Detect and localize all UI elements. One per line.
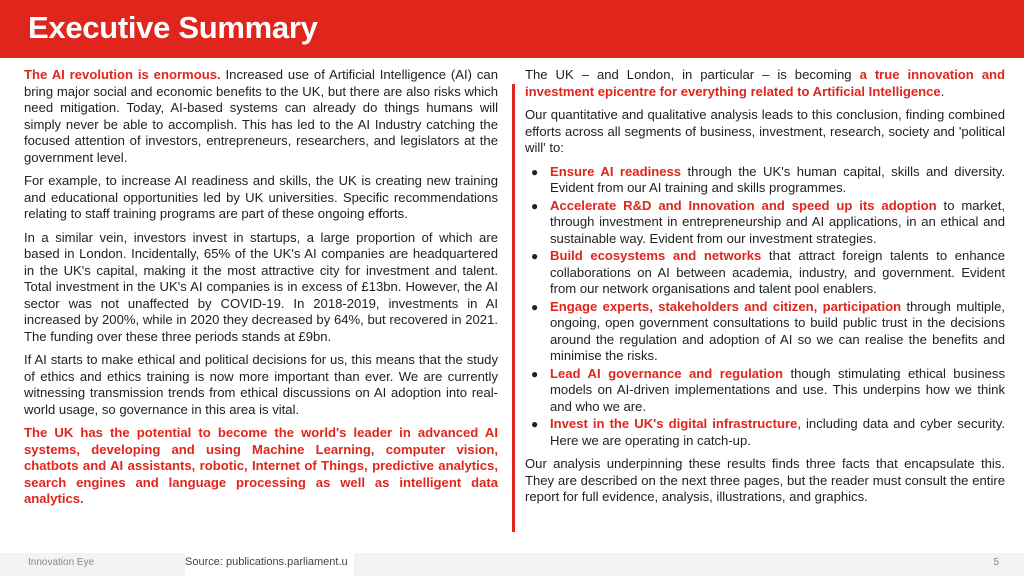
list-item [525, 198, 1005, 248]
bullet-text: though stimulating ethical business models on AI-driven implementations and use. This underpins how we think and who we are. [550, 365, 1005, 414]
title-banner [0, 0, 1024, 58]
bullet-icon: ● [531, 198, 539, 213]
bullet-text: to market, through investment in entrepreneurship and AI applications, in an ethical and sustainable way. Evident from our investment strategies. [550, 197, 1005, 246]
paragraph-investment: In a similar vein, investors invest in startups, a large proportion of which are based in London. Incidentally, 65% of the UK's AI companies are headquartered in the UK's capital, making it the most attractive city for investment and talent. Total investment in the UK's AI companies is in excess of £13bn. However, the AI sector was not unaffected by COVID-19. In 2018-2019, investments in AI increased by 200%, while in 2020 they decreased by 64%, but recovered in 2021. The funding over these three periods stands at £9bn. [24, 229, 498, 344]
source-caption: Source: publications.parliament.u [185, 553, 354, 579]
bullet-text: through the UK's human capital, skills and diversity. Evident from our AI training and skills programmes. [550, 163, 1005, 195]
paragraph-uk-potential: The UK has the potential to become the world's leader in advanced AI systems, developing and using Machine Learning, computer vision, chatbots and AI assistants, robotic, Internet of Things, predictive analytics, search engines and language processing as well as intelligent data analytics. [24, 425, 498, 506]
bullet-lead: Lead AI governance and regulation [550, 365, 784, 381]
bullet-text: through multiple, ongoing, open government consultations to build public trust in the decisions around the regulation and adoption of AI so we can realise the benefits and minimise the risks. [550, 298, 1005, 363]
bullet-text: that attract foreign talents to enhance collaborations on AI between academia, industry, and government. Evident from our network organisations and talent pool enablers. [550, 248, 1005, 296]
highlight-epicentre: a true innovation and investment epicentre for everything related to Artificial Intelligence [525, 67, 1005, 99]
bullet-lead: Accelerate R&D and Innovation and speed up its adoption [550, 197, 937, 213]
list-item [525, 416, 1005, 449]
footer-bar [0, 553, 1024, 576]
list-item [525, 248, 1005, 298]
key-actions-list [525, 164, 1005, 450]
list-item [525, 299, 1005, 365]
bullet-icon: ● [531, 417, 539, 431]
bullet-lead: Invest in the UK's digital infrastructure [550, 416, 798, 431]
paragraph-text: . [940, 83, 945, 99]
paragraph-text: The UK – and London, in particular – is becoming [525, 67, 860, 82]
bullet-lead: Engage experts, stakeholders and citizen, participation [550, 298, 902, 314]
list-item [525, 164, 1005, 197]
paragraph-analysis: Our quantitative and qualitative analysis leads to this conclusion, finding combined efforts across all segments of business, investment, research, society and 'political will' to: [525, 107, 1005, 155]
paragraph-closing: Our analysis underpinning these results finds three facts that encapsulate this. They are described on the next three pages, but the reader must consult the entire report for full evidence, analysis, illustrations, and graphics. [525, 456, 1005, 504]
footer-organization: Innovation Eye [28, 557, 95, 568]
bullet-icon: ● [531, 299, 539, 314]
bullet-lead: Build ecosystems and networks [550, 248, 762, 263]
bullet-icon: ● [531, 164, 539, 179]
left-column [24, 67, 498, 515]
paragraph-ethics: If AI starts to make ethical and political decisions for us, this means that the study of ethics and ethics training is now more important than ever. We are currently witnessing transmission trends from ethical discussions on AI adoption into real-world usage, so governance in this area is vital. [24, 352, 498, 417]
paragraph-ai-revolution [24, 67, 498, 166]
page-number: 5 [993, 557, 999, 568]
highlight-ai-revolution: The AI revolution is enormous. [24, 67, 221, 82]
list-item [525, 366, 1005, 416]
column-divider [512, 84, 515, 532]
bullet-icon: ● [531, 366, 539, 381]
right-column [525, 67, 1005, 513]
bullet-text: , including data and cyber security. Here we are operating in catch-up. [550, 416, 1005, 448]
bullet-icon: ● [531, 249, 539, 263]
bullet-lead: Ensure AI readiness [550, 163, 682, 179]
paragraph-innovation-epicentre [525, 67, 1005, 100]
page-title: Executive Summary [28, 10, 318, 45]
paragraph-text: Increased use of Artificial Intelligence (AI) can bring major social and economic benefits to the UK, but there are also risks which need mitigation. Today, AI-based systems can already do things humans will simply never be able to accomplish. This has led to the AI Industry catching the focused attention of investors, entrepreneurs, researchers, and legislators at the government level. [24, 67, 498, 165]
paragraph-ai-readiness: For example, to increase AI readiness and skills, the UK is creating new training and educational opportunities led by UK universities. Specific recommendations relating to staff training programs are part of these ongoing efforts. [24, 173, 498, 221]
